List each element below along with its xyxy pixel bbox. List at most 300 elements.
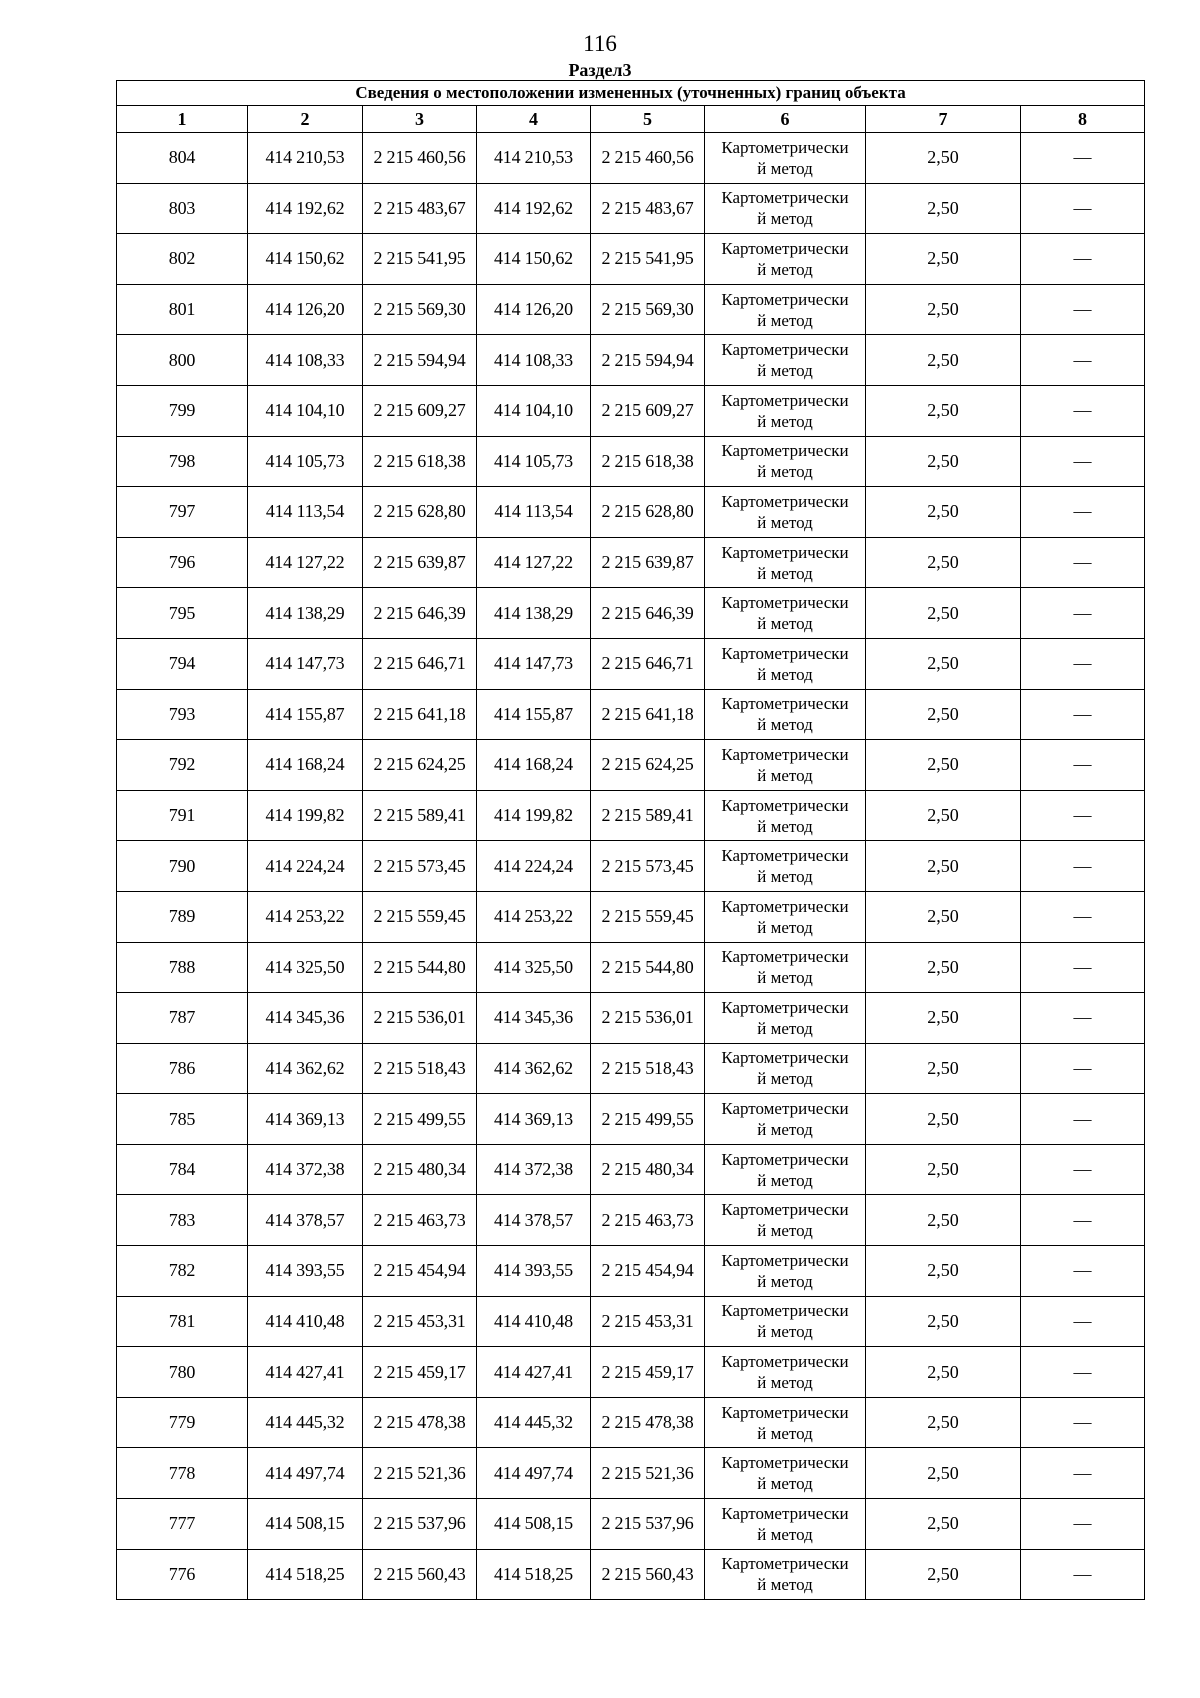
cell-x1: 414 410,48: [248, 1296, 363, 1347]
cell-precision: 2,50: [866, 537, 1021, 588]
method-line-2: й метод: [757, 1069, 813, 1089]
cell-id: 789: [117, 891, 248, 942]
cell-note: —: [1021, 1094, 1145, 1145]
cell-y2: 2 215 641,18: [591, 689, 705, 740]
method-line-2: й метод: [757, 1221, 813, 1241]
cell-y1: 2 215 478,38: [363, 1397, 477, 1448]
cell-id: 797: [117, 487, 248, 538]
column-header-6: 6: [705, 106, 866, 133]
column-header-5: 5: [591, 106, 705, 133]
cell-x1: 414 104,10: [248, 385, 363, 436]
cell-precision: 2,50: [866, 436, 1021, 487]
cell-method: [705, 133, 866, 184]
cell-precision: 2,50: [866, 689, 1021, 740]
method-line-1: Картометрически: [721, 1352, 849, 1372]
cell-precision: 2,50: [866, 790, 1021, 841]
cell-note: —: [1021, 1144, 1145, 1195]
cell-id: 804: [117, 133, 248, 184]
table-row: [117, 487, 1145, 538]
cell-x2: 414 105,73: [477, 436, 591, 487]
method-line-2: й метод: [757, 867, 813, 887]
cell-id: 795: [117, 588, 248, 639]
cell-method: [705, 385, 866, 436]
method-line-2: й метод: [757, 917, 813, 937]
cell-id: 803: [117, 183, 248, 234]
cell-precision: 2,50: [866, 385, 1021, 436]
cell-y2: 2 215 646,71: [591, 638, 705, 689]
cell-precision: 2,50: [866, 1549, 1021, 1600]
cell-method: [705, 588, 866, 639]
cell-x1: 414 138,29: [248, 588, 363, 639]
cell-x2: 414 150,62: [477, 234, 591, 285]
cell-method: [705, 1347, 866, 1398]
cell-note: —: [1021, 891, 1145, 942]
cell-precision: 2,50: [866, 740, 1021, 791]
column-header-4: 4: [477, 106, 591, 133]
cell-method: [705, 1448, 866, 1499]
cell-x2: 414 168,24: [477, 740, 591, 791]
cell-method: [705, 1195, 866, 1246]
cell-x2: 414 378,57: [477, 1195, 591, 1246]
cell-note: —: [1021, 234, 1145, 285]
cell-note: —: [1021, 487, 1145, 538]
cell-method: [705, 537, 866, 588]
cell-y1: 2 215 480,34: [363, 1144, 477, 1195]
method-line-1: Картометрически: [721, 137, 849, 157]
cell-x1: 414 126,20: [248, 284, 363, 335]
method-line-2: й метод: [757, 512, 813, 532]
cell-y1: 2 215 569,30: [363, 284, 477, 335]
method-line-1: Картометрически: [721, 846, 849, 866]
cell-y2: 2 215 478,38: [591, 1397, 705, 1448]
cell-x2: 414 345,36: [477, 993, 591, 1044]
cell-x2: 414 369,13: [477, 1094, 591, 1145]
cell-y1: 2 215 628,80: [363, 487, 477, 538]
section-title: Раздел3: [568, 60, 632, 80]
cell-x2: 414 372,38: [477, 1144, 591, 1195]
cell-note: —: [1021, 133, 1145, 184]
cell-method: [705, 234, 866, 285]
cell-id: 785: [117, 1094, 248, 1145]
cell-method: [705, 993, 866, 1044]
cell-method: [705, 335, 866, 386]
cell-method: [705, 1246, 866, 1297]
table-row: [117, 1347, 1145, 1398]
column-header-3: 3: [363, 106, 477, 133]
cell-id: 786: [117, 1043, 248, 1094]
cell-y2: 2 215 628,80: [591, 487, 705, 538]
method-line-1: Картометрически: [721, 1250, 849, 1270]
cell-note: —: [1021, 1195, 1145, 1246]
method-line-2: й метод: [757, 310, 813, 330]
cell-note: —: [1021, 1448, 1145, 1499]
cell-method: [705, 1499, 866, 1550]
cell-note: —: [1021, 436, 1145, 487]
method-line-2: й метод: [757, 1170, 813, 1190]
cell-id: 798: [117, 436, 248, 487]
cell-x1: 414 345,36: [248, 993, 363, 1044]
table-row: [117, 993, 1145, 1044]
method-line-2: й метод: [757, 1018, 813, 1038]
cell-note: —: [1021, 1246, 1145, 1297]
cell-y1: 2 215 536,01: [363, 993, 477, 1044]
cell-x1: 414 113,54: [248, 487, 363, 538]
cell-precision: 2,50: [866, 1296, 1021, 1347]
cell-y2: 2 215 609,27: [591, 385, 705, 436]
cell-precision: 2,50: [866, 1043, 1021, 1094]
cell-method: [705, 183, 866, 234]
table-row: [117, 1296, 1145, 1347]
table-row: [117, 1499, 1145, 1550]
cell-note: —: [1021, 1296, 1145, 1347]
cell-method: [705, 436, 866, 487]
method-line-2: й метод: [757, 158, 813, 178]
cell-precision: 2,50: [866, 588, 1021, 639]
cell-method: [705, 942, 866, 993]
method-line-1: Картометрически: [721, 1149, 849, 1169]
cell-x2: 414 210,53: [477, 133, 591, 184]
method-line-2: й метод: [757, 1322, 813, 1342]
cell-x1: 414 362,62: [248, 1043, 363, 1094]
cell-x1: 414 427,41: [248, 1347, 363, 1398]
cell-y2: 2 215 544,80: [591, 942, 705, 993]
table-row: [117, 1144, 1145, 1195]
cell-x2: 414 518,25: [477, 1549, 591, 1600]
cell-id: 791: [117, 790, 248, 841]
column-header-2: 2: [248, 106, 363, 133]
cell-x1: 414 253,22: [248, 891, 363, 942]
method-line-2: й метод: [757, 462, 813, 482]
method-line-2: й метод: [757, 968, 813, 988]
cell-y1: 2 215 594,94: [363, 335, 477, 386]
cell-precision: 2,50: [866, 1499, 1021, 1550]
method-line-1: Картометрически: [721, 896, 849, 916]
table-row: [117, 1043, 1145, 1094]
method-line-1: Картометрически: [721, 390, 849, 410]
cell-y2: 2 215 573,45: [591, 841, 705, 892]
cell-x2: 414 108,33: [477, 335, 591, 386]
cell-method: [705, 1296, 866, 1347]
cell-id: 800: [117, 335, 248, 386]
cell-y2: 2 215 460,56: [591, 133, 705, 184]
cell-y2: 2 215 560,43: [591, 1549, 705, 1600]
cell-note: —: [1021, 638, 1145, 689]
method-line-1: Картометрически: [721, 1503, 849, 1523]
cell-x1: 414 168,24: [248, 740, 363, 791]
cell-y1: 2 215 459,17: [363, 1347, 477, 1398]
cell-note: —: [1021, 993, 1145, 1044]
cell-y2: 2 215 499,55: [591, 1094, 705, 1145]
table-row: [117, 183, 1145, 234]
cell-x2: 414 113,54: [477, 487, 591, 538]
method-line-1: Картометрически: [721, 289, 849, 309]
cell-id: 793: [117, 689, 248, 740]
cell-method: [705, 841, 866, 892]
cell-x2: 414 427,41: [477, 1347, 591, 1398]
cell-y1: 2 215 646,39: [363, 588, 477, 639]
cell-y2: 2 215 624,25: [591, 740, 705, 791]
column-header-1: 1: [117, 106, 248, 133]
cell-x2: 414 199,82: [477, 790, 591, 841]
cell-y2: 2 215 537,96: [591, 1499, 705, 1550]
cell-note: —: [1021, 1043, 1145, 1094]
cell-y1: 2 215 609,27: [363, 385, 477, 436]
cell-precision: 2,50: [866, 284, 1021, 335]
cell-id: 802: [117, 234, 248, 285]
table-row: [117, 1448, 1145, 1499]
cell-y2: 2 215 453,31: [591, 1296, 705, 1347]
table-row: [117, 537, 1145, 588]
method-line-1: Картометрически: [721, 795, 849, 815]
cell-x1: 414 372,38: [248, 1144, 363, 1195]
method-line-2: й метод: [757, 765, 813, 785]
method-line-2: й метод: [757, 715, 813, 735]
method-line-2: й метод: [757, 664, 813, 684]
cell-note: —: [1021, 1347, 1145, 1398]
cell-id: 783: [117, 1195, 248, 1246]
method-line-2: й метод: [757, 1474, 813, 1494]
cell-y2: 2 215 559,45: [591, 891, 705, 942]
cell-y1: 2 215 453,31: [363, 1296, 477, 1347]
cell-method: [705, 1094, 866, 1145]
cell-method: [705, 740, 866, 791]
cell-id: 790: [117, 841, 248, 892]
table-row: [117, 790, 1145, 841]
cell-x2: 414 362,62: [477, 1043, 591, 1094]
cell-x1: 414 105,73: [248, 436, 363, 487]
method-line-1: Картометрически: [721, 340, 849, 360]
cell-id: 799: [117, 385, 248, 436]
cell-note: —: [1021, 1499, 1145, 1550]
cell-x1: 414 127,22: [248, 537, 363, 588]
coordinates-table: [116, 80, 1145, 1600]
method-line-1: Картометрически: [721, 491, 849, 511]
method-line-1: Картометрически: [721, 1099, 849, 1119]
cell-x2: 414 147,73: [477, 638, 591, 689]
cell-x1: 414 199,82: [248, 790, 363, 841]
column-header-8: 8: [1021, 106, 1145, 133]
cell-y1: 2 215 537,96: [363, 1499, 477, 1550]
cell-precision: 2,50: [866, 487, 1021, 538]
table-row: [117, 133, 1145, 184]
table-row: [117, 942, 1145, 993]
cell-y2: 2 215 646,39: [591, 588, 705, 639]
cell-note: —: [1021, 588, 1145, 639]
method-line-2: й метод: [757, 1423, 813, 1443]
table-body: [117, 133, 1145, 1600]
table-row: [117, 1397, 1145, 1448]
cell-y2: 2 215 569,30: [591, 284, 705, 335]
cell-method: [705, 1397, 866, 1448]
cell-x2: 414 138,29: [477, 588, 591, 639]
cell-y2: 2 215 480,34: [591, 1144, 705, 1195]
cell-precision: 2,50: [866, 1397, 1021, 1448]
cell-x1: 414 518,25: [248, 1549, 363, 1600]
cell-x1: 414 150,62: [248, 234, 363, 285]
column-header-row: [117, 106, 1145, 133]
method-line-2: й метод: [757, 816, 813, 836]
cell-precision: 2,50: [866, 1195, 1021, 1246]
cell-x1: 414 108,33: [248, 335, 363, 386]
cell-method: [705, 638, 866, 689]
cell-precision: 2,50: [866, 942, 1021, 993]
method-line-1: Картометрически: [721, 947, 849, 967]
cell-x1: 414 210,53: [248, 133, 363, 184]
cell-y2: 2 215 454,94: [591, 1246, 705, 1297]
table-row: [117, 1549, 1145, 1600]
cell-note: —: [1021, 537, 1145, 588]
cell-y2: 2 215 483,67: [591, 183, 705, 234]
cell-x1: 414 393,55: [248, 1246, 363, 1297]
method-line-2: й метод: [757, 1524, 813, 1544]
method-line-2: й метод: [757, 411, 813, 431]
cell-x1: 414 325,50: [248, 942, 363, 993]
cell-x2: 414 104,10: [477, 385, 591, 436]
cell-y1: 2 215 639,87: [363, 537, 477, 588]
method-line-1: Картометрически: [721, 1402, 849, 1422]
cell-y1: 2 215 483,67: [363, 183, 477, 234]
table-row: [117, 1195, 1145, 1246]
cell-precision: 2,50: [866, 841, 1021, 892]
cell-precision: 2,50: [866, 1094, 1021, 1145]
cell-x1: 414 224,24: [248, 841, 363, 892]
cell-y1: 2 215 589,41: [363, 790, 477, 841]
cell-x1: 414 369,13: [248, 1094, 363, 1145]
table-row: [117, 1094, 1145, 1145]
cell-y2: 2 215 459,17: [591, 1347, 705, 1398]
cell-note: —: [1021, 790, 1145, 841]
cell-y2: 2 215 618,38: [591, 436, 705, 487]
table-row: [117, 588, 1145, 639]
table-caption: Сведения о местоположении измененных (уточненных) границ объекта: [117, 81, 1145, 106]
method-line-1: Картометрически: [721, 1048, 849, 1068]
cell-id: 778: [117, 1448, 248, 1499]
method-line-1: Картометрически: [721, 643, 849, 663]
cell-id: 801: [117, 284, 248, 335]
table-row: [117, 436, 1145, 487]
cell-x2: 414 497,74: [477, 1448, 591, 1499]
cell-x2: 414 224,24: [477, 841, 591, 892]
cell-precision: 2,50: [866, 133, 1021, 184]
method-line-1: Картометрически: [721, 694, 849, 714]
cell-precision: 2,50: [866, 335, 1021, 386]
cell-id: 796: [117, 537, 248, 588]
cell-precision: 2,50: [866, 891, 1021, 942]
table-row: [117, 891, 1145, 942]
method-line-2: й метод: [757, 1120, 813, 1140]
method-line-1: Картометрически: [721, 997, 849, 1017]
table-row: [117, 385, 1145, 436]
cell-note: —: [1021, 335, 1145, 386]
method-line-1: Картометрически: [721, 593, 849, 613]
method-line-1: Картометрически: [721, 238, 849, 258]
cell-note: —: [1021, 942, 1145, 993]
method-line-1: Картометрически: [721, 542, 849, 562]
method-line-2: й метод: [757, 259, 813, 279]
cell-method: [705, 1144, 866, 1195]
cell-x2: 414 127,22: [477, 537, 591, 588]
cell-y1: 2 215 518,43: [363, 1043, 477, 1094]
cell-x2: 414 393,55: [477, 1246, 591, 1297]
cell-y1: 2 215 521,36: [363, 1448, 477, 1499]
cell-note: —: [1021, 689, 1145, 740]
method-line-2: й метод: [757, 209, 813, 229]
cell-x1: 414 508,15: [248, 1499, 363, 1550]
cell-id: 781: [117, 1296, 248, 1347]
cell-x2: 414 445,32: [477, 1397, 591, 1448]
cell-precision: 2,50: [866, 638, 1021, 689]
cell-note: —: [1021, 284, 1145, 335]
cell-y1: 2 215 573,45: [363, 841, 477, 892]
cell-method: [705, 891, 866, 942]
cell-y1: 2 215 460,56: [363, 133, 477, 184]
cell-precision: 2,50: [866, 1448, 1021, 1499]
cell-id: 777: [117, 1499, 248, 1550]
cell-y2: 2 215 536,01: [591, 993, 705, 1044]
cell-x1: 414 445,32: [248, 1397, 363, 1448]
cell-y1: 2 215 641,18: [363, 689, 477, 740]
method-line-2: й метод: [757, 1271, 813, 1291]
cell-id: 788: [117, 942, 248, 993]
cell-precision: 2,50: [866, 183, 1021, 234]
cell-method: [705, 1549, 866, 1600]
table-row: [117, 335, 1145, 386]
cell-note: —: [1021, 1549, 1145, 1600]
method-line-2: й метод: [757, 563, 813, 583]
table-row: [117, 1246, 1145, 1297]
cell-x2: 414 126,20: [477, 284, 591, 335]
cell-y2: 2 215 521,36: [591, 1448, 705, 1499]
cell-y2: 2 215 541,95: [591, 234, 705, 285]
page-number: 116: [583, 31, 617, 56]
cell-precision: 2,50: [866, 1246, 1021, 1297]
cell-method: [705, 1043, 866, 1094]
column-header-7: 7: [866, 106, 1021, 133]
cell-id: 782: [117, 1246, 248, 1297]
cell-y1: 2 215 624,25: [363, 740, 477, 791]
cell-y1: 2 215 541,95: [363, 234, 477, 285]
cell-y2: 2 215 463,73: [591, 1195, 705, 1246]
method-line-1: Картометрически: [721, 1200, 849, 1220]
cell-x1: 414 192,62: [248, 183, 363, 234]
method-line-1: Картометрически: [721, 188, 849, 208]
cell-y2: 2 215 639,87: [591, 537, 705, 588]
cell-note: —: [1021, 1397, 1145, 1448]
cell-precision: 2,50: [866, 1144, 1021, 1195]
cell-x2: 414 253,22: [477, 891, 591, 942]
cell-id: 780: [117, 1347, 248, 1398]
cell-precision: 2,50: [866, 993, 1021, 1044]
cell-y1: 2 215 454,94: [363, 1246, 477, 1297]
cell-x2: 414 155,87: [477, 689, 591, 740]
method-line-1: Картометрически: [721, 441, 849, 461]
cell-y2: 2 215 518,43: [591, 1043, 705, 1094]
method-line-1: Картометрически: [721, 744, 849, 764]
cell-id: 776: [117, 1549, 248, 1600]
cell-x2: 414 192,62: [477, 183, 591, 234]
cell-method: [705, 284, 866, 335]
method-line-2: й метод: [757, 1373, 813, 1393]
table-row: [117, 841, 1145, 892]
table-row: [117, 689, 1145, 740]
cell-x1: 414 378,57: [248, 1195, 363, 1246]
cell-id: 794: [117, 638, 248, 689]
cell-x2: 414 325,50: [477, 942, 591, 993]
cell-x1: 414 497,74: [248, 1448, 363, 1499]
cell-y1: 2 215 499,55: [363, 1094, 477, 1145]
cell-x2: 414 410,48: [477, 1296, 591, 1347]
cell-y1: 2 215 560,43: [363, 1549, 477, 1600]
